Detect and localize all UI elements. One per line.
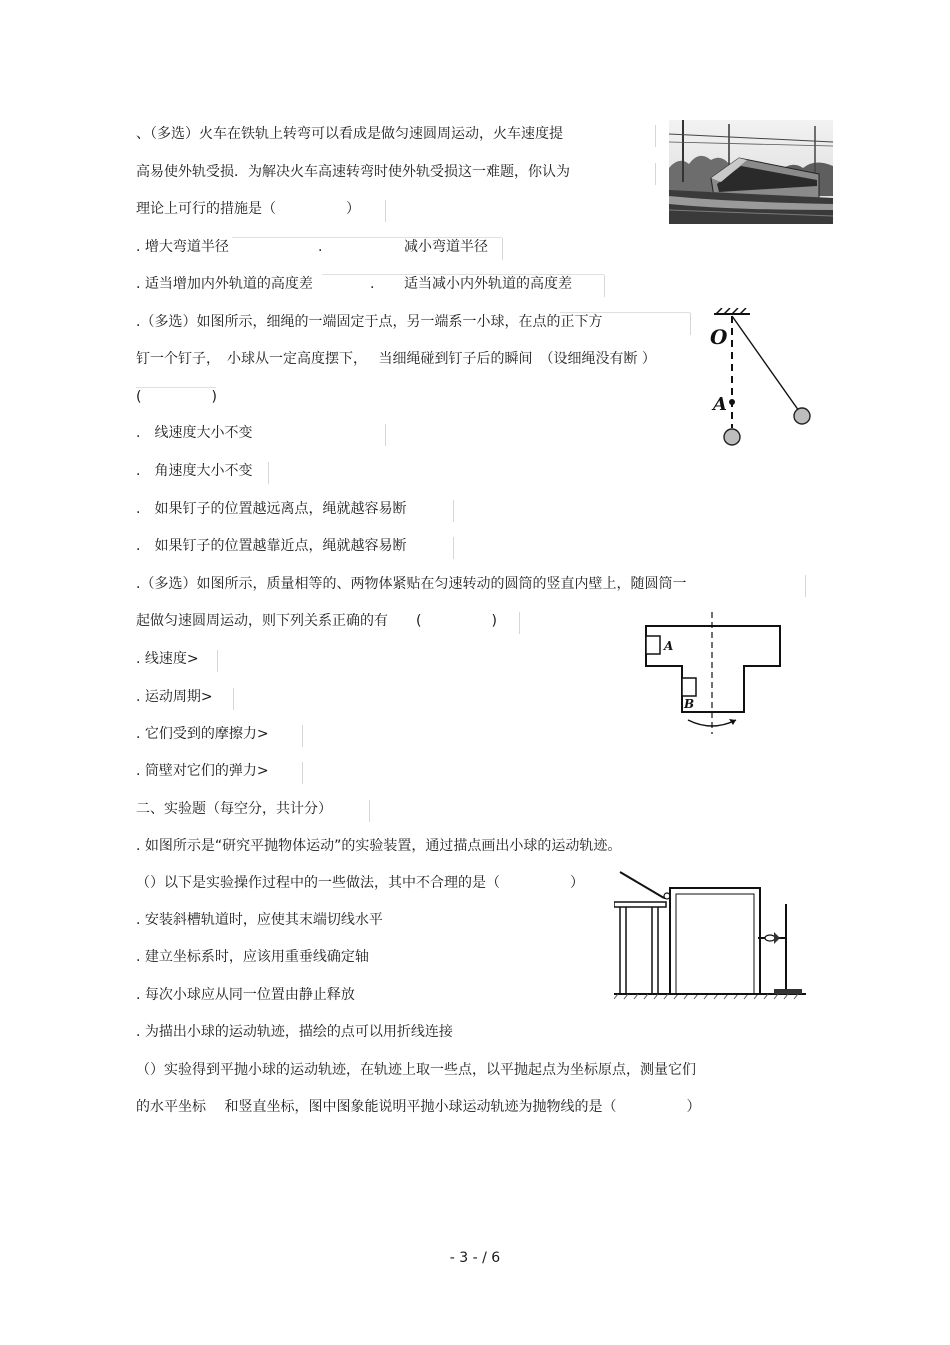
section-2-heading: 二、实验题（每空分，共计分） (136, 801, 332, 817)
q-pendulum-line2: 钉一个钉子， 小球从一定高度摆下， 当细绳碰到钉子后的瞬间 （设细绳没有断 ） (136, 351, 656, 367)
text-bar (655, 125, 656, 147)
q-train-option-b: 减小弯道半径 (404, 239, 488, 255)
text-underline (136, 387, 216, 388)
q-train-option-b-dot: . (318, 239, 323, 255)
text-bar (690, 313, 691, 335)
text-bar (519, 612, 520, 634)
q-train-option-c: . 适当增加内外轨道的高度差 (136, 276, 313, 292)
text-bar (453, 500, 454, 522)
text-bar (302, 725, 303, 747)
q-cylinder-option-d: . 筒壁对它们的弹力> (136, 763, 269, 779)
q-train-option-d-dot: . (370, 276, 375, 292)
q-pendulum-option-a: . 线速度大小不变 (136, 425, 253, 441)
q-exp-sub2-line2: 的水平坐标 和竖直坐标，图中图象能说明平抛小球运动轨迹为抛物线的是（ ） (136, 1099, 701, 1115)
text-underline (322, 274, 604, 275)
q-pendulum-line3: ( ) (136, 389, 217, 405)
text-bar (233, 688, 234, 710)
pendulum-label-a: A (713, 394, 727, 415)
text-bar (302, 762, 303, 784)
text-bar (502, 238, 503, 260)
q-pendulum-option-b: . 角速度大小不变 (136, 463, 253, 479)
projectile-apparatus-figure (614, 868, 810, 1000)
q-exp-option-a: . 安装斜槽轨道时，应使其末端切线水平 (136, 912, 383, 928)
page-number: - 3 - / 6 (449, 1250, 501, 1266)
q-train-line1: 、（多选）火车在铁轨上转弯可以看成是做匀速圆周运动，火车速度提 (136, 126, 563, 142)
q-cylinder-option-b: . 运动周期> (136, 689, 213, 705)
train-photo (669, 120, 833, 224)
text-bar (369, 800, 370, 822)
q-exp-option-b: . 建立坐标系时，应该用重垂线确定轴 (136, 949, 369, 965)
q-cylinder-line1: .（多选）如图所示，质量相等的、两物体紧贴在匀速转动的圆筒的竖直内壁上，随圆筒一 (136, 576, 687, 592)
text-bar (385, 424, 386, 446)
text-bar (655, 163, 656, 185)
q-train-option-a: . 增大弯道半径 (136, 239, 229, 255)
q-pendulum-line1: .（多选）如图所示，细绳的一端固定于点，另一端系一小球，在点的正下方 (136, 314, 603, 330)
q-train-line3: 理论上可行的措施是（ ） (136, 201, 360, 217)
pendulum-figure (700, 308, 820, 450)
cylinder-label-a: A (664, 639, 674, 653)
q-pendulum-option-c: . 如果钉子的位置越远离点，绳就越容易断 (136, 501, 407, 517)
text-bar (385, 200, 386, 222)
q-exp-intro: . 如图所示是“研究平抛物体运动”的实验装置，通过描点画出小球的运动轨迹。 (136, 838, 622, 854)
q-train-option-d: 适当减小内外轨道的高度差 (404, 276, 572, 292)
q-cylinder-line2: 起做匀速圆周运动，则下列关系正确的有 ( ) (136, 613, 497, 629)
text-bar (217, 650, 218, 672)
q-exp-sub1: （）以下是实验操作过程中的一些做法，其中不合理的是（ ） (136, 875, 584, 891)
cylinder-figure (640, 608, 790, 738)
q-pendulum-option-d: . 如果钉子的位置越靠近点，绳就越容易断 (136, 538, 407, 554)
q-exp-option-d: . 为描出小球的运动轨迹，描绘的点可以用折线连接 (136, 1024, 453, 1040)
q-exp-sub2-line1: （）实验得到平抛小球的运动轨迹，在轨迹上取一些点，以平抛起点为坐标原点，测量它们 (136, 1062, 696, 1078)
text-underline (560, 312, 690, 313)
cylinder-label-b: B (684, 697, 695, 711)
text-bar (805, 575, 806, 597)
text-bar (453, 537, 454, 559)
pendulum-label-o: O (710, 325, 728, 349)
q-exp-option-c: . 每次小球应从同一位置由静止释放 (136, 987, 355, 1003)
text-bar (268, 462, 269, 484)
q-cylinder-option-c: . 它们受到的摩擦力> (136, 726, 269, 742)
text-bar (604, 275, 605, 297)
q-cylinder-option-a: . 线速度> (136, 651, 199, 667)
text-underline (232, 237, 502, 238)
q-train-line2: 高易使外轨受损．为解决火车高速转弯时使外轨受损这一难题，你认为 (136, 164, 570, 180)
